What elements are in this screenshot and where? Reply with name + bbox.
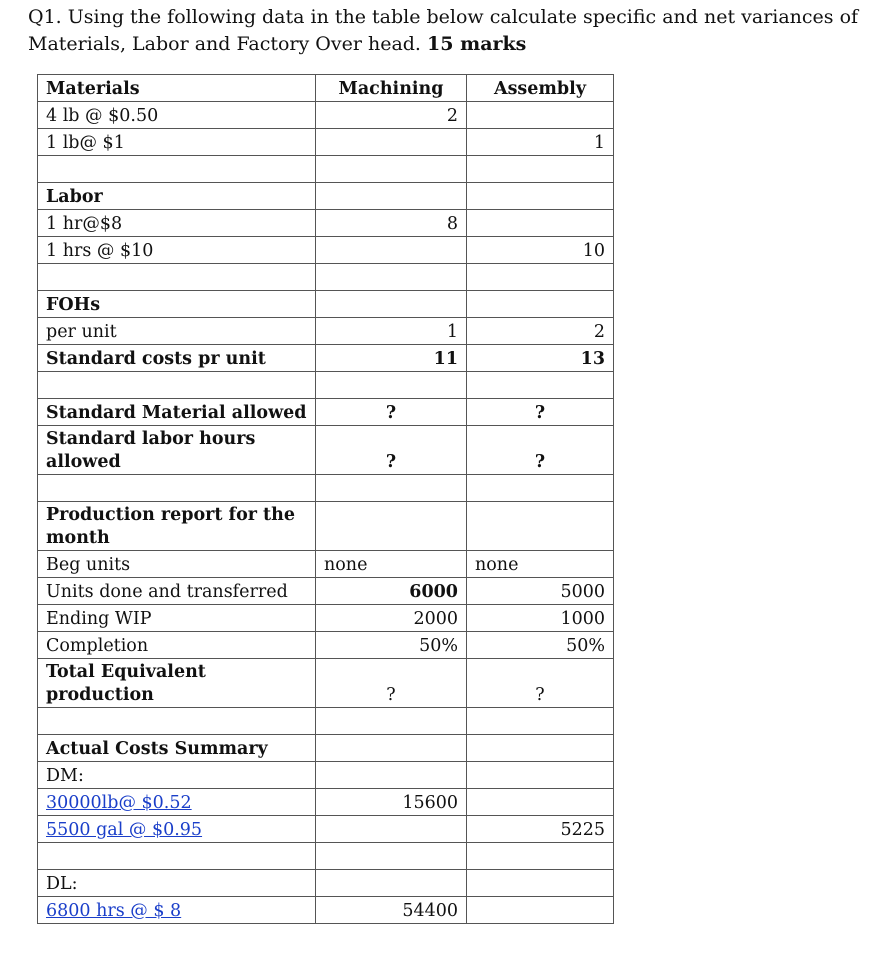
assembly-value: ?	[467, 659, 614, 708]
row-label[interactable]	[38, 789, 316, 816]
row-label: 1 lb@ $1	[38, 129, 316, 156]
machining-value: 50%	[316, 632, 467, 659]
table-row	[38, 129, 614, 156]
row-label: Beg units	[38, 551, 316, 578]
section-row-production	[38, 502, 614, 551]
cost-data-table	[37, 74, 614, 924]
question-text	[28, 4, 868, 58]
machining-value: 2	[316, 102, 467, 129]
row-label: 1 hr@$8	[38, 210, 316, 237]
row-label: Standard Material allowed	[38, 399, 316, 426]
machining-value: 8	[316, 210, 467, 237]
row-label: 4 lb @ $0.50	[38, 102, 316, 129]
blank-row	[38, 708, 614, 735]
table-header-row	[38, 75, 614, 102]
header-assembly: Assembly	[467, 75, 614, 102]
dm-link[interactable]: 5500 gal @ $0.95	[46, 820, 203, 840]
machining-value	[316, 237, 467, 264]
machining-value: ?	[316, 399, 467, 426]
table-row	[38, 659, 614, 708]
assembly-value: none	[467, 551, 614, 578]
row-label: per unit	[38, 318, 316, 345]
assembly-value	[467, 210, 614, 237]
assembly-value: 5000	[467, 578, 614, 605]
assembly-value: 1	[467, 129, 614, 156]
table-row	[38, 318, 614, 345]
table-row	[38, 816, 614, 843]
machining-value: 11	[316, 345, 467, 372]
row-label[interactable]	[38, 897, 316, 924]
table-row	[38, 426, 614, 475]
machining-value: none	[316, 551, 467, 578]
blank-row	[38, 372, 614, 399]
table-row	[38, 870, 614, 897]
machining-value: 6000	[316, 578, 467, 605]
blank-row	[38, 843, 614, 870]
assembly-value: 5225	[467, 816, 614, 843]
row-label: Completion	[38, 632, 316, 659]
table-row	[38, 345, 614, 372]
fohs-title: FOHs	[38, 291, 316, 318]
assembly-value: 1000	[467, 605, 614, 632]
labor-title: Labor	[38, 183, 316, 210]
question-line-2: Materials, Labor and Factory Over head.	[28, 33, 421, 55]
machining-value: 54400	[316, 897, 467, 924]
assembly-value: ?	[467, 399, 614, 426]
assembly-value: ?	[467, 426, 614, 475]
table-row	[38, 762, 614, 789]
machining-value: 2000	[316, 605, 467, 632]
table-row	[38, 897, 614, 924]
machining-value	[316, 816, 467, 843]
assembly-value	[467, 789, 614, 816]
row-label: Standard labor hours allowed	[38, 426, 316, 475]
machining-value: 1	[316, 318, 467, 345]
blank-row	[38, 156, 614, 183]
assembly-value: 50%	[467, 632, 614, 659]
header-machining: Machining	[316, 75, 467, 102]
table-row	[38, 605, 614, 632]
question-marks: 15 marks	[427, 33, 527, 55]
assembly-value: 10	[467, 237, 614, 264]
machining-value	[316, 129, 467, 156]
assembly-value	[467, 102, 614, 129]
row-label: 1 hrs @ $10	[38, 237, 316, 264]
blank-row	[38, 264, 614, 291]
table-row	[38, 789, 614, 816]
table-row	[38, 578, 614, 605]
production-title: Production report for the month	[38, 502, 316, 551]
assembly-value: 13	[467, 345, 614, 372]
table-row	[38, 399, 614, 426]
machining-value: ?	[316, 659, 467, 708]
dm-link[interactable]: 30000lb@ $0.52	[46, 793, 192, 813]
row-label: Units done and transferred	[38, 578, 316, 605]
section-row-actual	[38, 735, 614, 762]
row-label: Ending WIP	[38, 605, 316, 632]
actual-title: Actual Costs Summary	[38, 735, 316, 762]
table-row	[38, 210, 614, 237]
table-row	[38, 551, 614, 578]
blank-row	[38, 475, 614, 502]
assembly-value	[467, 897, 614, 924]
dl-label: DL:	[38, 870, 316, 897]
dm-label: DM:	[38, 762, 316, 789]
section-row-labor	[38, 183, 614, 210]
question-line-1: Q1. Using the following data in the table below calculate specific and net variances of	[28, 6, 859, 28]
row-label: Standard costs pr unit	[38, 345, 316, 372]
machining-value: 15600	[316, 789, 467, 816]
table-row	[38, 102, 614, 129]
table-row	[38, 237, 614, 264]
table-row	[38, 632, 614, 659]
dl-link[interactable]: 6800 hrs @ $ 8	[46, 901, 182, 921]
row-label[interactable]	[38, 816, 316, 843]
header-materials: Materials	[38, 75, 316, 102]
row-label: Total Equivalent production	[38, 659, 316, 708]
section-row-fohs	[38, 291, 614, 318]
assembly-value: 2	[467, 318, 614, 345]
machining-value: ?	[316, 426, 467, 475]
